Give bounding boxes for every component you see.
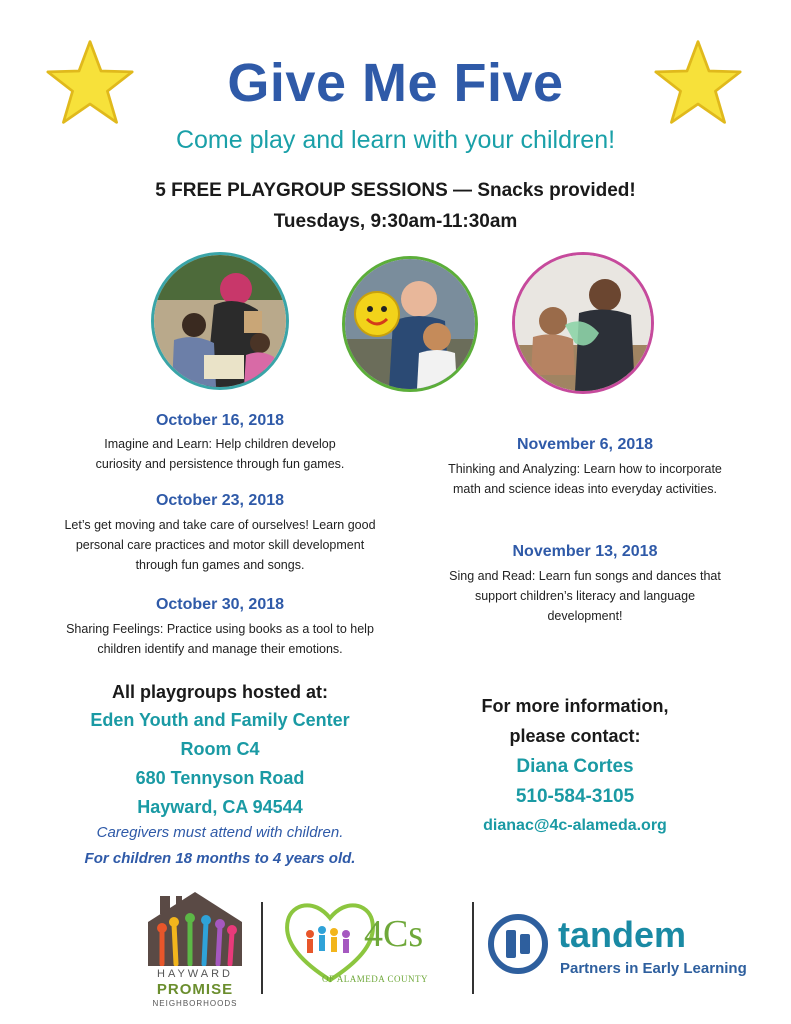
location-street: 680 Tennyson Road (135, 768, 305, 788)
age-range-note: For children 18 months to 4 years old. (84, 850, 356, 867)
photo-family-reading (151, 252, 289, 390)
photo-slime-play (512, 252, 654, 394)
contact-email[interactable]: dianac@4c-alameda.org (483, 817, 667, 834)
neighborhoods-label: NEIGHBORHOODS (152, 999, 238, 1008)
contact-phone[interactable]: 510-584-3105 (515, 786, 635, 807)
4cs-logo (282, 896, 452, 992)
location-heading: All playgroups hosted at: (111, 682, 329, 702)
tandem-logo (488, 910, 758, 990)
event-description (420, 459, 750, 499)
promise-label: PROMISE (156, 981, 234, 998)
page-title: Give Me Five (227, 53, 564, 113)
contact-heading-line1: For more information, (481, 696, 669, 716)
event-description-line: development! (547, 609, 623, 623)
sessions-banner: 5 FREE PLAYGROUP SESSIONS — Snacks provided! (155, 180, 636, 201)
event-date: October 23, 2018 (155, 492, 285, 509)
tandem-tagline: Partners in Early Learning (560, 960, 747, 977)
hayward-promise-logo (140, 886, 250, 1016)
event-description-line: Sharing Feelings: Practice using books as a tool to help (66, 622, 374, 636)
logo-divider (472, 902, 474, 994)
location-room: Room C4 (180, 739, 260, 759)
caregiver-note: Caregivers must attend with children. (96, 824, 344, 841)
tandem-circle-icon (488, 914, 548, 974)
logo-divider (261, 902, 263, 994)
event-description-line: support children’s literacy and language (474, 589, 696, 603)
event-description-line: Thinking and Analyzing: Learn how to incorporate (448, 462, 722, 476)
event-description-line: children identify and manage their emotions. (97, 642, 343, 656)
4cs-name: 4Cs (364, 913, 424, 955)
photo-smiley-balloon (342, 256, 478, 392)
event-description-line: curiosity and persistence through fun games. (95, 457, 345, 471)
contact-heading-line2: please contact: (509, 726, 641, 746)
event-description-line: math and science ideas into everyday activities. (452, 482, 718, 496)
4cs-subtitle: OF ALAMEDA COUNTY (322, 974, 429, 984)
event-description-line: Imagine and Learn: Help children develop (104, 437, 336, 451)
event-description-line: personal care practices and motor skill development (75, 538, 365, 552)
event-description (40, 619, 400, 659)
hayward-label: HAYWARD (157, 968, 233, 980)
location-name: Eden Youth and Family Center (90, 710, 350, 730)
event-date: November 13, 2018 (512, 543, 658, 560)
event-date: October 30, 2018 (155, 596, 285, 613)
event-description-line: Sing and Read: Learn fun songs and dances that (449, 569, 721, 583)
event-description-line: through fun games and songs. (135, 558, 305, 572)
page-subtitle: Come play and learn with your children! (175, 126, 616, 154)
event-description (40, 515, 400, 575)
event-description (420, 566, 750, 626)
session-times: Tuesdays, 9:30am-11:30am (273, 211, 518, 232)
event-date: October 16, 2018 (155, 412, 285, 429)
tandem-name: tandem (558, 914, 687, 955)
event-description (40, 434, 400, 474)
event-date: November 6, 2018 (516, 436, 654, 453)
location-city: Hayward, CA 94544 (137, 797, 303, 817)
house-hands-icon (140, 886, 250, 966)
event-description-line: Let’s get moving and take care of ourselves! Learn good (64, 518, 376, 532)
contact-name: Diana Cortes (516, 756, 634, 777)
